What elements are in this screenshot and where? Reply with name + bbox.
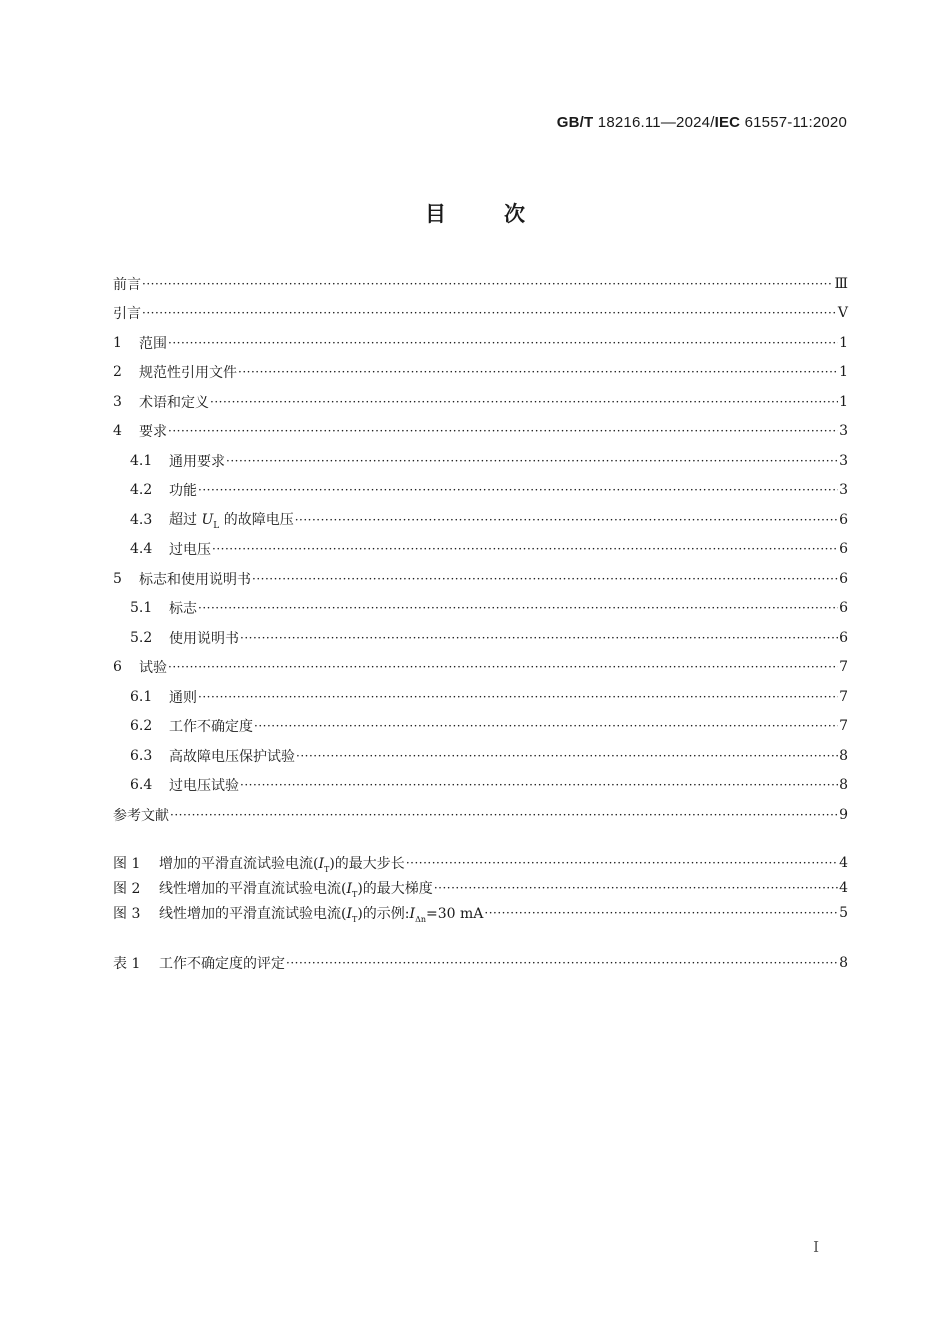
figure-label bbox=[159, 853, 405, 874]
standard-number-header bbox=[557, 114, 847, 131]
toc-entry-introduction[interactable] bbox=[113, 299, 848, 327]
toc-label: 要求 bbox=[139, 424, 167, 440]
toc-page: Ⅴ bbox=[837, 305, 848, 321]
table-number: 表 1 bbox=[113, 956, 141, 972]
toc-entry-4-2[interactable] bbox=[130, 476, 848, 504]
dot-leader bbox=[238, 363, 838, 381]
dot-leader bbox=[434, 879, 838, 897]
dot-leader bbox=[210, 393, 838, 411]
figure-label bbox=[159, 903, 483, 924]
toc-label-text: 超过 bbox=[169, 512, 202, 529]
toc-number: 6.1 bbox=[130, 689, 153, 705]
figure-number: 图 3 bbox=[113, 906, 141, 922]
toc-entry-5-1[interactable] bbox=[130, 594, 848, 622]
toc-number: 4 bbox=[113, 423, 122, 439]
symbol-i: I bbox=[346, 880, 352, 897]
toc-entry-bibliography[interactable] bbox=[113, 801, 848, 829]
toc-label: 标志和使用说明书 bbox=[139, 572, 251, 588]
toc-number: 6.2 bbox=[130, 718, 153, 734]
toc-number: 3 bbox=[113, 394, 122, 410]
symbol-subscript: Δn bbox=[415, 914, 426, 924]
toc-label: 通则 bbox=[169, 690, 197, 706]
toc-page: 7 bbox=[839, 659, 848, 675]
toc-entry-6-1[interactable] bbox=[130, 683, 848, 711]
toc-entry-6-4[interactable] bbox=[130, 771, 848, 799]
dot-leader bbox=[226, 452, 838, 470]
toc-number: 1 bbox=[113, 335, 122, 351]
toc-entry-2[interactable] bbox=[113, 358, 848, 386]
table-label: 工作不确定度的评定 bbox=[159, 956, 285, 972]
dot-leader bbox=[406, 854, 838, 872]
toc-page: Ⅲ bbox=[834, 276, 848, 292]
page-title: 目次 bbox=[425, 202, 583, 226]
toc-page: 1 bbox=[839, 394, 848, 410]
toc-number: 6.3 bbox=[130, 748, 153, 764]
toc-page: 7 bbox=[839, 718, 848, 734]
figure-page: 5 bbox=[839, 905, 848, 921]
toc-entry-4[interactable] bbox=[113, 417, 848, 445]
toc-label: 引言 bbox=[113, 306, 141, 322]
toc-page: 3 bbox=[839, 482, 848, 498]
toc-entry-1[interactable] bbox=[113, 329, 848, 357]
figure-label-text: )的最大步长 bbox=[329, 855, 405, 872]
figure-entry-1[interactable] bbox=[113, 849, 848, 877]
toc-label: 使用说明书 bbox=[169, 631, 239, 647]
dot-leader bbox=[170, 806, 838, 824]
toc-label: 功能 bbox=[169, 483, 197, 499]
symbol-subscript: L bbox=[213, 520, 220, 531]
toc-page: 6 bbox=[839, 512, 848, 528]
toc-label: 参考文献 bbox=[113, 808, 169, 824]
dot-leader bbox=[198, 599, 838, 617]
toc-label: 前言 bbox=[113, 277, 141, 293]
dot-leader bbox=[484, 904, 838, 922]
toc-number: 4.4 bbox=[130, 541, 153, 557]
toc-number: 4.3 bbox=[130, 512, 153, 528]
figure-entry-3[interactable] bbox=[113, 899, 848, 927]
dot-leader bbox=[286, 954, 838, 972]
toc-label: 通用要求 bbox=[169, 454, 225, 470]
toc-entry-5-2[interactable] bbox=[130, 624, 848, 652]
dot-leader bbox=[168, 658, 838, 676]
toc-label: 范围 bbox=[139, 336, 167, 352]
toc-page: 6 bbox=[839, 600, 848, 616]
toc-number: 4.2 bbox=[130, 482, 153, 498]
figure-number: 图 1 bbox=[113, 856, 141, 872]
figure-label-text: )的示例: bbox=[357, 905, 410, 922]
figure-number: 图 2 bbox=[113, 881, 141, 897]
figure-label-text: =30 mA bbox=[426, 905, 484, 922]
header-code-iec: 61557-11:2020 bbox=[744, 114, 847, 131]
symbol-i: I bbox=[346, 905, 352, 922]
toc-number: 5 bbox=[113, 571, 122, 587]
figure-label-text: 线性增加的平滑直流试验电流( bbox=[159, 905, 347, 922]
toc-label-text: 的故障电压 bbox=[219, 512, 294, 529]
toc-page: 3 bbox=[839, 453, 848, 469]
toc-number: 6.4 bbox=[130, 777, 153, 793]
toc-label: 术语和定义 bbox=[139, 395, 209, 411]
toc-page: 6 bbox=[839, 541, 848, 557]
toc-page: 9 bbox=[839, 807, 848, 823]
toc-label bbox=[169, 509, 294, 531]
dot-leader bbox=[142, 304, 837, 322]
figure-page: 4 bbox=[839, 855, 848, 871]
figure-page: 4 bbox=[839, 880, 848, 896]
toc-label: 标志 bbox=[169, 601, 197, 617]
toc-page: 1 bbox=[839, 335, 848, 351]
toc-page: 3 bbox=[839, 423, 848, 439]
toc-label: 过电压 bbox=[169, 542, 211, 558]
toc-label: 试验 bbox=[139, 660, 167, 676]
dot-leader bbox=[198, 481, 838, 499]
figure-entry-2[interactable] bbox=[113, 874, 848, 902]
dot-leader bbox=[295, 511, 838, 529]
toc-entry-4-1[interactable] bbox=[130, 447, 848, 475]
toc-page: 7 bbox=[839, 689, 848, 705]
figure-label-text: )的最大梯度 bbox=[357, 880, 433, 897]
header-code: 18216.11—2024/ bbox=[597, 114, 715, 131]
toc-entry-6-2[interactable] bbox=[130, 712, 848, 740]
toc-entry-6-3[interactable] bbox=[130, 742, 848, 770]
toc-page: 6 bbox=[839, 571, 848, 587]
toc-number: 5.2 bbox=[130, 630, 153, 646]
toc-label: 规范性引用文件 bbox=[139, 365, 237, 381]
toc-number: 4.1 bbox=[130, 453, 153, 469]
table-page: 8 bbox=[839, 955, 848, 971]
figure-label-text: 线性增加的平滑直流试验电流( bbox=[159, 880, 347, 897]
toc-number: 6 bbox=[113, 659, 122, 675]
page-number: Ⅰ bbox=[813, 1238, 819, 1256]
toc-label: 高故障电压保护试验 bbox=[169, 749, 295, 765]
figure-label-text: 增加的平滑直流试验电流( bbox=[159, 855, 319, 872]
toc-page: 8 bbox=[839, 777, 848, 793]
toc-page: 8 bbox=[839, 748, 848, 764]
toc-page: 6 bbox=[839, 630, 848, 646]
toc-entry-5[interactable] bbox=[113, 565, 848, 593]
dot-leader bbox=[254, 717, 838, 735]
symbol-u: U bbox=[201, 512, 214, 529]
toc-page: 1 bbox=[839, 364, 848, 380]
toc-label: 工作不确定度 bbox=[169, 719, 253, 735]
dot-leader bbox=[168, 334, 838, 352]
dot-leader bbox=[252, 570, 838, 588]
dot-leader bbox=[142, 275, 833, 293]
toc-entry-6[interactable] bbox=[113, 653, 848, 681]
symbol-i: I bbox=[318, 855, 324, 872]
symbol-i: I bbox=[409, 905, 416, 922]
toc-number: 5.1 bbox=[130, 600, 153, 616]
dot-leader bbox=[296, 747, 838, 765]
dot-leader bbox=[240, 776, 838, 794]
toc-number: 2 bbox=[113, 364, 122, 380]
header-prefix-iec: IEC bbox=[714, 114, 741, 131]
toc-label: 过电压试验 bbox=[169, 778, 239, 794]
toc-entry-foreword[interactable] bbox=[113, 270, 848, 298]
dot-leader bbox=[212, 540, 838, 558]
symbol-subscript: T bbox=[324, 864, 330, 874]
dot-leader bbox=[240, 629, 838, 647]
symbol-subscript: T bbox=[352, 889, 358, 899]
symbol-subscript: T bbox=[352, 914, 358, 924]
dot-leader bbox=[198, 688, 838, 706]
toc-entry-4-3[interactable] bbox=[130, 506, 848, 534]
dot-leader bbox=[168, 422, 838, 440]
toc-entry-4-4[interactable] bbox=[130, 535, 848, 563]
header-prefix: GB/T bbox=[556, 114, 594, 131]
table-entry-1[interactable] bbox=[113, 949, 848, 977]
toc-entry-3[interactable] bbox=[113, 388, 848, 416]
figure-label bbox=[159, 878, 433, 899]
